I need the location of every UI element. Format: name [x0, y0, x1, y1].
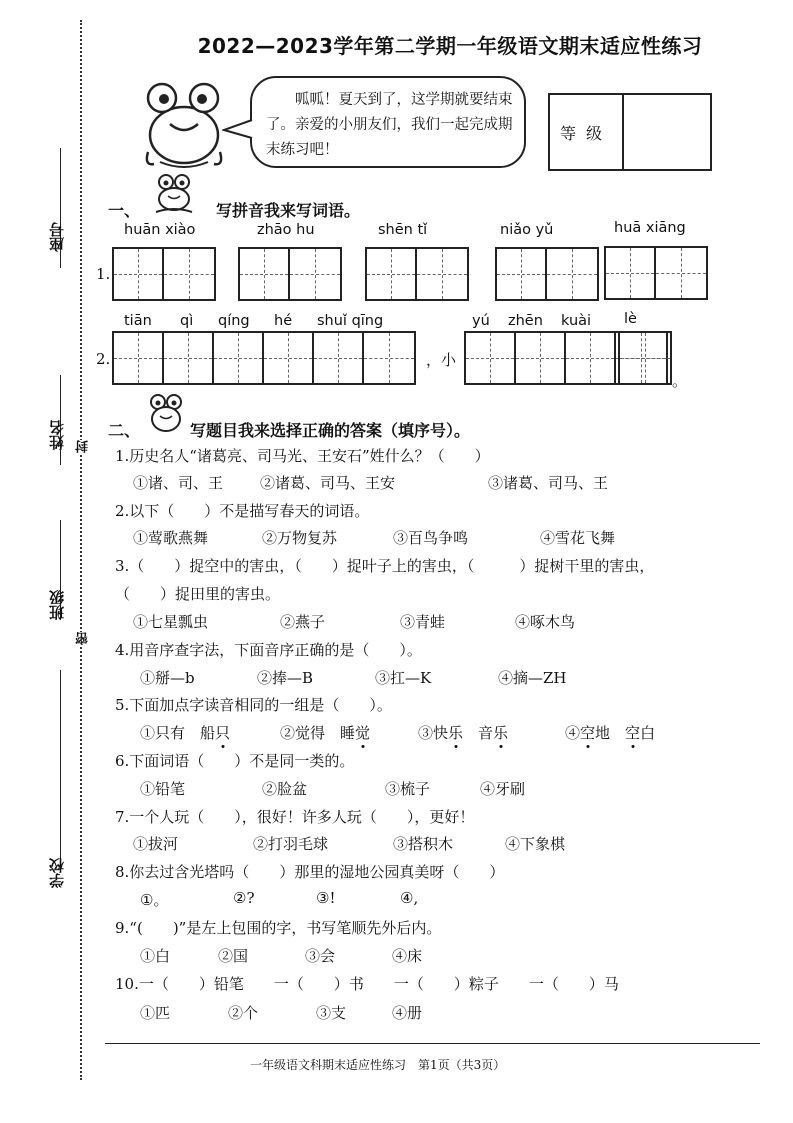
page-title: 2022—2023学年第二学期一年级语文期末适应性练习: [197, 34, 703, 58]
option[interactable]: ③青蛙: [400, 613, 446, 631]
question-5: 5.下面加点字读音相同的一组是（ ）。: [115, 696, 392, 714]
pinyin-label: shēn tǐ: [378, 222, 428, 238]
pinyin-label: niǎo yǔ: [500, 222, 554, 238]
option[interactable]: ③支: [316, 1004, 347, 1022]
small-frog-icon: [146, 392, 186, 436]
option[interactable]: ①七星瓢虫: [133, 613, 209, 631]
option[interactable]: ④摘—ZH: [498, 669, 567, 687]
page-footer: 一年级语文科期末适应性练习 第1页（共3页）: [250, 1058, 506, 1072]
grade-label: 等级: [550, 95, 624, 169]
option[interactable]: ②燕子: [280, 613, 326, 631]
option[interactable]: ③诸葛、司马、王: [488, 474, 609, 492]
tianzige-box[interactable]: [238, 247, 342, 301]
option[interactable]: ③百鸟争鸣: [393, 529, 469, 547]
section1-title: 写拼音我来写词语。: [216, 201, 361, 220]
seal-char-feng: 封: [76, 440, 91, 453]
question-6: 6.下面词语（ ）不是同一类的。: [115, 752, 355, 770]
question-1: 1.历史名人“诸葛亮、司马光、王安石”姓什么？（ ）: [115, 447, 490, 465]
option[interactable]: ②打羽毛球: [253, 835, 329, 853]
option[interactable]: ③搭积木: [393, 835, 454, 853]
option[interactable]: ④床: [392, 947, 423, 965]
option[interactable]: ③梳子: [385, 780, 431, 798]
option[interactable]: ③会: [305, 947, 336, 965]
pinyin-label: shuǐ qīng: [317, 313, 384, 329]
question-4: 4.用音序查字法，下面音序正确的是（ ）。: [115, 641, 422, 659]
row2-end-punct: 。: [672, 372, 688, 390]
tianzige-box[interactable]: [112, 247, 216, 301]
pinyin-label: tiān: [124, 313, 152, 329]
school-label: 学校: [48, 858, 66, 888]
option[interactable]: ③!: [316, 889, 336, 907]
speech-bubble-tail: [222, 118, 254, 142]
option[interactable]: ②诸葛、司马、王安: [260, 474, 396, 492]
option[interactable]: ①匹: [140, 1004, 171, 1022]
question-2: 2.以下（ ）不是描写春天的词语。: [115, 502, 370, 520]
section2-title: 写题目我来选择正确的答案（填序号）。: [190, 421, 471, 440]
option[interactable]: ②万物复苏: [262, 529, 338, 547]
section1-number: 一、: [108, 201, 141, 220]
option[interactable]: ④下象棋: [505, 835, 566, 853]
option[interactable]: ④雪花飞舞: [540, 529, 616, 547]
question-8: 8.你去过含光塔吗（ ）那里的湿地公园真美呀（ ）: [115, 863, 505, 881]
option[interactable]: ①莺歌燕舞: [133, 529, 209, 547]
option[interactable]: ①拔河: [133, 835, 179, 853]
option[interactable]: ①掰—b: [140, 669, 195, 687]
option[interactable]: ①。: [140, 891, 169, 909]
pinyin-label: zhāo hu: [257, 222, 315, 238]
option[interactable]: ①铅笔: [140, 780, 186, 798]
name-label: 姓名: [48, 420, 66, 450]
tianzige-box[interactable]: [618, 331, 672, 385]
option[interactable]: ②个: [228, 1004, 259, 1022]
class-label: 班级: [48, 590, 66, 620]
option[interactable]: ④牙刷: [480, 780, 526, 798]
pinyin-label: hé: [274, 313, 293, 329]
option[interactable]: ②?: [233, 889, 255, 907]
seal-char-mi: 密: [76, 632, 91, 645]
option[interactable]: ④,: [400, 889, 419, 907]
pinyin-label: huā xiāng: [614, 220, 686, 236]
option[interactable]: ①诸、司、王: [133, 474, 224, 492]
option[interactable]: ②捧—B: [257, 669, 314, 687]
frog-mascot-icon: [140, 80, 228, 170]
row1-number: 1.: [96, 265, 111, 283]
option[interactable]: ③快乐 音乐: [418, 724, 509, 742]
option[interactable]: ②觉得 睡觉: [280, 724, 371, 742]
tianzige-box[interactable]: [604, 246, 708, 300]
option[interactable]: ③扛—K: [375, 669, 432, 687]
question-3-line2: （ ）捉田里的害虫。: [115, 585, 281, 603]
binding-dotted-line: [80, 20, 82, 1080]
pinyin-label: qíng: [218, 313, 250, 329]
option[interactable]: ①只有 船只: [140, 724, 231, 742]
question-7: 7.一个人玩（ ），很好！许多人玩（ ），更好！: [115, 808, 475, 826]
school-line: [60, 670, 61, 860]
pinyin-label: lè: [624, 311, 637, 327]
question-9: 9.“( )”是左上包围的字，书写笔顺先外后内。: [115, 919, 442, 937]
speech-bubble: [250, 76, 526, 168]
pinyin-label: huān xiào: [124, 222, 196, 238]
question-3: 3.（ ）捉空中的害虫，（ ）捉叶子上的害虫，（ ）捉树干里的害虫，: [115, 557, 655, 575]
option[interactable]: ②国: [218, 947, 249, 965]
tianzige-box[interactable]: [112, 331, 416, 385]
small-frog-icon: [152, 172, 196, 216]
option[interactable]: ④册: [392, 1004, 423, 1022]
row2-mid-text: ，小: [426, 351, 457, 369]
row2-number: 2.: [96, 350, 111, 368]
pinyin-label: yú: [472, 313, 490, 329]
seat-number-label: 座号: [48, 222, 66, 252]
pinyin-label: zhēn: [508, 313, 543, 329]
tianzige-box[interactable]: [365, 247, 469, 301]
footer-divider: [105, 1043, 760, 1044]
speech-bubble-text: 呱呱！夏天到了，这学期就要结束了。亲爱的小朋友们，我们一起完成期末练习吧！: [266, 92, 513, 158]
option[interactable]: ④啄木鸟: [515, 613, 576, 631]
tianzige-box[interactable]: [495, 247, 599, 301]
question-10: 10.一（ ）铅笔 一（ ）书 一（ ）粽子 一（ ）马: [115, 975, 619, 993]
pinyin-label: qì: [180, 313, 194, 329]
section2-number: 二、: [108, 421, 141, 440]
option[interactable]: ①白: [140, 947, 171, 965]
grade-blank[interactable]: [624, 95, 710, 169]
option[interactable]: ②脸盆: [262, 780, 308, 798]
grade-box: [548, 93, 712, 171]
pinyin-label: kuài: [561, 313, 592, 329]
option[interactable]: ④空地 空白: [565, 724, 656, 742]
